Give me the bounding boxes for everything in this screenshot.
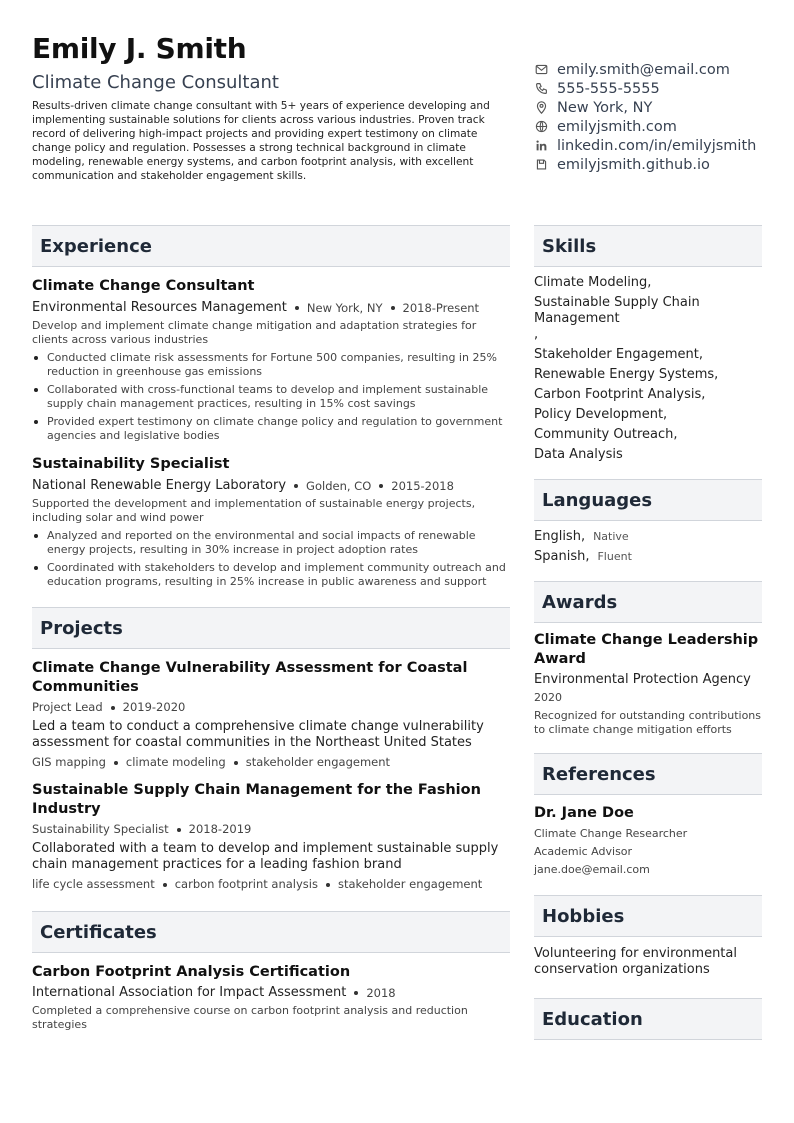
job-bullets xyxy=(32,351,510,443)
skill-item: Renewable Energy Systems, xyxy=(534,367,719,382)
main-column xyxy=(32,225,510,1032)
job-meta xyxy=(32,477,510,495)
hobbies-heading: Hobbies xyxy=(534,895,762,937)
separator-dot xyxy=(163,883,167,887)
languages-heading: Languages xyxy=(534,479,762,521)
certificate-entry xyxy=(32,963,510,1032)
keyword: stakeholder engagement xyxy=(337,877,483,891)
keyword: climate modeling xyxy=(125,755,226,769)
skill-item: Policy Development, xyxy=(534,407,668,422)
separator-dot xyxy=(295,306,299,310)
globe-icon xyxy=(534,120,548,134)
project-keywords xyxy=(32,876,510,893)
project-description: Collaborated with a team to develop and implement sustainable supply chain management practices for a leading fashion brand xyxy=(32,841,499,872)
project-meta xyxy=(32,821,510,838)
job-dates: 2015-2018 xyxy=(391,479,454,493)
phone-icon xyxy=(534,82,548,96)
project-entry xyxy=(32,659,510,771)
skills-list xyxy=(534,275,762,463)
experience-entry xyxy=(32,277,510,443)
experience-heading: Experience xyxy=(32,225,510,267)
skill-item: Community Outreach, xyxy=(534,427,678,442)
skill-item: Stakeholder Engagement, xyxy=(534,347,703,362)
education-heading: Education xyxy=(534,998,762,1040)
projects-heading: Projects xyxy=(32,607,510,649)
separator-dot xyxy=(234,761,238,765)
separator-dot xyxy=(111,706,115,710)
languages-list xyxy=(534,529,762,565)
job-location: Golden, CO xyxy=(306,479,372,493)
contact-location xyxy=(534,98,794,117)
reference-entry xyxy=(534,804,762,879)
skill-item: Sustainable Supply Chain Management xyxy=(534,295,700,326)
employer: National Renewable Energy Laboratory xyxy=(32,478,287,493)
skill-item: Data Analysis xyxy=(534,447,623,462)
contact-email[interactable] xyxy=(534,60,794,79)
contact-location-text: New York, NY xyxy=(557,99,653,116)
separator-dot xyxy=(354,991,358,995)
certificate-description: Completed a comprehensive course on carbon footprint analysis and reduction strategies xyxy=(32,1004,468,1031)
contact-github-text: emilyjsmith.github.io xyxy=(557,156,710,173)
job-description: Supported the development and implementation of sustainable energy projects, including solar and wind power xyxy=(32,497,476,524)
certificate-year: 2018 xyxy=(366,986,396,1000)
contact-list xyxy=(534,60,794,174)
skill-item: , xyxy=(534,327,539,342)
certificate-issuer: International Association for Impact Assessment xyxy=(32,985,347,1000)
project-description: Led a team to conduct a comprehensive climate change vulnerability assessment for coastal communities in the Northeast United States xyxy=(32,719,484,750)
contact-phone-text: 555-555-5555 xyxy=(557,80,660,97)
contact-email-text: emily.smith@email.com xyxy=(557,61,730,78)
contact-website-text: emilyjsmith.com xyxy=(557,118,677,135)
project-role: Sustainability Specialist xyxy=(32,822,169,836)
contact-website[interactable] xyxy=(534,117,794,136)
project-dates: 2019-2020 xyxy=(122,700,186,714)
skill-item: Carbon Footprint Analysis, xyxy=(534,387,706,402)
keyword: stakeholder engagement xyxy=(245,755,391,769)
job-description: Develop and implement climate change mitigation and adaptation strategies for clients across various industries xyxy=(32,319,477,346)
separator-dot xyxy=(177,828,181,832)
project-name: Sustainable Supply Chain Management for the Fashion Industry xyxy=(32,782,481,817)
list-item: Coordinated with stakeholders to develop and implement community outreach and education programs, resulting in 25% increase in public awareness and support xyxy=(32,561,510,589)
references-heading: References xyxy=(534,753,762,795)
certificate-name: Carbon Footprint Analysis Certification xyxy=(32,964,351,980)
skill-item: Climate Modeling, xyxy=(534,275,652,290)
summary: Results-driven climate change consultant with 5+ years of experience developing and implementing sustainable solutions for clients across various industries. Proven track record of delivering high-impact projects and providing expert testimony on climate change policy and regulation. Possesses a strong technical background in climate modeling, renewable energy systems, and carbon footprint analysis, with excellent communication and stakeholder engagement skills. xyxy=(32,100,490,182)
separator-dot xyxy=(391,306,395,310)
list-item: Conducted climate risk assessments for Fortune 500 companies, resulting in 25% reduction in greenhouse gas emissions xyxy=(32,351,510,379)
linkedin-icon xyxy=(534,139,548,153)
separator-dot xyxy=(326,883,330,887)
job-dates: 2018-Present xyxy=(402,301,480,315)
award-year: 2020 xyxy=(534,691,562,704)
job-bullets xyxy=(32,529,510,589)
award-title: Climate Change Leadership Award xyxy=(534,632,759,667)
separator-dot xyxy=(379,484,383,488)
certificate-meta xyxy=(32,984,510,1002)
sidebar-column xyxy=(534,225,762,1040)
experience-entry xyxy=(32,455,510,589)
mail-icon xyxy=(534,63,548,77)
list-item: Collaborated with cross-functional teams to develop and implement sustainable supply chain management practices, resulting in 15% cost savings xyxy=(32,383,510,411)
location-icon xyxy=(534,101,548,115)
award-entry xyxy=(534,631,762,737)
skills-heading: Skills xyxy=(534,225,762,267)
contact-phone[interactable] xyxy=(534,79,794,98)
job-location: New York, NY xyxy=(306,301,383,315)
keyword: carbon footprint analysis xyxy=(174,877,318,891)
separator-dot xyxy=(114,761,118,765)
project-entry xyxy=(32,781,510,893)
job-meta xyxy=(32,299,510,317)
project-dates: 2018-2019 xyxy=(188,822,252,836)
hobbies-text: Volunteering for environmental conservation organizations xyxy=(534,946,737,977)
language-item xyxy=(534,529,762,545)
employer: Environmental Resources Management xyxy=(32,300,287,315)
language-level: Native xyxy=(593,530,629,543)
reference-role: Academic Advisor xyxy=(534,845,633,858)
reference-name: Dr. Jane Doe xyxy=(534,805,634,821)
certificates-heading: Certificates xyxy=(32,911,510,953)
contact-github[interactable] xyxy=(534,155,794,174)
project-role: Project Lead xyxy=(32,700,103,714)
keyword: GIS mapping xyxy=(32,755,106,769)
awards-heading: Awards xyxy=(534,581,762,623)
github-icon xyxy=(534,158,548,172)
award-org: Environmental Protection Agency xyxy=(534,672,751,687)
job-title: Climate Change Consultant xyxy=(32,278,255,294)
award-description: Recognized for outstanding contributions to climate change mitigation efforts xyxy=(534,709,762,736)
language-name: English, xyxy=(534,529,586,544)
list-item: Analyzed and reported on the environmental and social impacts of renewable energy projects, resulting in 30% increase in project adoption rates xyxy=(32,529,510,557)
job-title: Sustainability Specialist xyxy=(32,456,230,472)
list-item: Provided expert testimony on climate change policy and regulation to government agencies and legislative bodies xyxy=(32,415,510,443)
reference-position: Climate Change Researcher xyxy=(534,827,688,840)
project-meta xyxy=(32,699,510,716)
language-item xyxy=(534,549,762,565)
contact-linkedin[interactable] xyxy=(534,136,794,155)
keyword: life cycle assessment xyxy=(32,877,155,891)
project-name: Climate Change Vulnerability Assessment for Coastal Communities xyxy=(32,660,468,695)
project-keywords xyxy=(32,754,510,771)
contact-linkedin-text: linkedin.com/in/emilyjsmith xyxy=(557,137,757,154)
candidate-title: Climate Change Consultant xyxy=(32,72,279,93)
language-level: Fluent xyxy=(597,550,632,563)
reference-email[interactable]: jane.doe@email.com xyxy=(534,863,650,876)
candidate-name: Emily J. Smith xyxy=(32,32,247,65)
separator-dot xyxy=(294,484,298,488)
language-name: Spanish, xyxy=(534,549,590,564)
